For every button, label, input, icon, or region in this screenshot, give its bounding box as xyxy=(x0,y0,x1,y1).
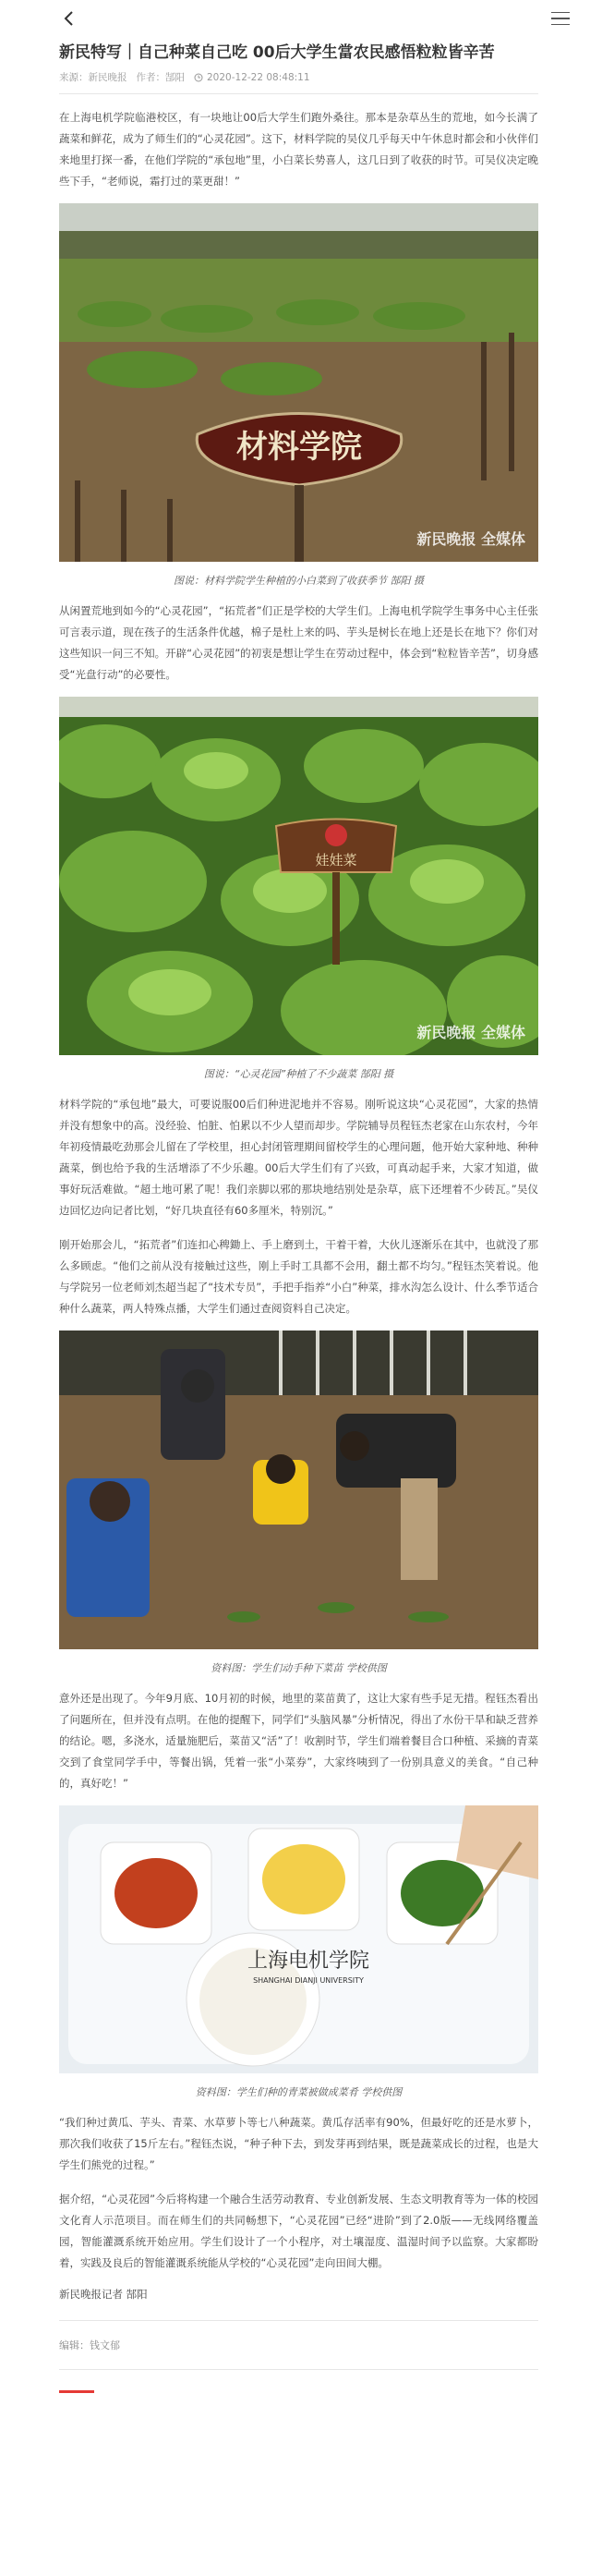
timestamp-group xyxy=(194,70,310,84)
plant-sign-text: 娃娃菜 xyxy=(315,852,357,869)
paragraph-1: 在上海电机学院临港校区，有一块地让00后大学生们跑外桑往。那本是杂草丛生的荒地，如今长满了蔬菜和鲜花，成为了师生们的“心灵花园”。这下，材料学院的吴仪几乎每天中午休息时都会和小伙伴们来地里打探一番，在他们学院的“承包地”里，小白菜长势喜人，这几日到了收获的时节。可吴仪决定晚些下手，“老师说，霜打过的菜更甜！” xyxy=(59,111,538,188)
footer-accent-bar xyxy=(59,2369,538,2397)
clock-icon xyxy=(194,73,203,82)
caption-3: 资料图：学生们动手种下菜苗 学校供图 xyxy=(211,1662,387,1674)
article-meta xyxy=(59,70,538,94)
bowl-subtext: SHANGHAI DIANJI UNIVERSITY xyxy=(253,1976,364,1985)
photo-cabbage-field xyxy=(59,697,538,1055)
paragraph-5: 意外还是出现了。今年9月底、10月初的时候，地里的菜苗黄了，这让大家有些手足无措。程钰杰看出了问题所在，但并没有点明。在他的提醒下，同学们“头脑风暴”分析情况，得出了水份干旱和缺乏营养的结论。嗯，多浇水，适量施肥后，菜苗又“活”了！收割时节，学生们端着餐目合口种植、采摘的青菜交到了食堂同学手中，等餐出锅，凭着一张“小菜券”，大家终咦到了一份别具意义的美食。“自己种的，真好吃！” xyxy=(59,1692,538,1790)
photo-dishes xyxy=(59,1805,538,2073)
chevron-left-icon xyxy=(63,10,76,27)
caption-4: 资料图：学生们种的青菜被做成菜肴 学校供图 xyxy=(195,2086,403,2098)
paragraph-4: 刚开始那会儿，“拓荒者”们连扣心稗鋤上、手上磨到土，干着干着，大伙儿逐渐乐在其中，也就没了那么多顾虑。“他们之前从没有接触过这些，刚上手时工具都不会用，翻土都不均匀。”程钰杰笑着说。他与学院另一位老师刘杰超当起了“技术专员”，手把手指养“小白”种菜，排水沟怎么设计、什么季节适合种什么蔬菜，两人特殊点播，大学生们通过查阅资料自己决定。 xyxy=(59,1238,538,1315)
bowl-text: 上海电机学院 xyxy=(247,1950,370,1973)
back-button[interactable] xyxy=(59,8,79,29)
top-navigation-bar xyxy=(0,0,590,37)
author-label: 作者：郜阳 xyxy=(136,72,185,83)
caption-1: 图说：材料学院学生种植的小白菜到了收获季节 郜阳 摄 xyxy=(174,575,424,587)
hamburger-menu-icon xyxy=(551,12,570,14)
reporter-byline: 新民晚报记者 郜阳 xyxy=(59,2288,148,2301)
article-container xyxy=(0,41,590,2397)
photo-students-planting xyxy=(59,1331,538,1649)
watermark: 新民晚报 全媒体 xyxy=(416,530,525,548)
accent-bar xyxy=(59,2390,94,2393)
paragraph-2: 从闲置荒地到如今的“心灵花园”，“拓荒者”们正是学校的大学生们。上海电机学院学生事务中心主任张可言表示道，现在孩子的生活条件优越，棉子是杜上来的吗、芋头是树长在地上还是长在地下？你们对这些知识一问三不知。开辟“心灵花园”的初衷是想让学生在劳动过程中，体会到“粒粒皆辛苦”，切身感受“光盘行动”的必要性。 xyxy=(59,604,538,681)
menu-button[interactable] xyxy=(551,8,572,29)
paragraph-3: 材料学院的“承包地”最大，可要说服00后们种进泥地并不容易。刚听说这块“心灵花园”，大家的热情并没有想象中的高。没经验、怕脏、怕累以不少人望而却步。学院辅导员程钰杰老家在山东农村，今年年初疫情最吃劲那会儿留在了学校里，担心封闭管理期间留校学生的心理问题，他开始大家种地、种种蔬菜，倒也给予我的生活增添了不少乐趣。00后大学生们有了兴致，可真动起手来，大家才知道，做事好玩活难做。“超土地可累了呢！我们亲脚以邪的那块地结别处是杂草，底下还埋着不少砖瓦。”吴仪边回忆边向记者比划，“好几块直径有60多厘米，特别沉。” xyxy=(59,1098,538,1217)
college-sign-text: 材料学院 xyxy=(236,429,362,466)
paragraph-6: “我们种过黄瓜、芋头、青菜、水草萝卜等七八种蔬菜。黄瓜存活率有90%，但最好吃的还是水萝卜，那次我们收获了15斤左右。”程钰杰说，“种子种下去，到发芽再到结果，既是蔬菜成长的过程，也是大学生们熊党的过程。” xyxy=(59,2116,538,2171)
caption-2: 图说：“心灵花园”种植了不少蔬菜 郜阳 摄 xyxy=(203,1068,394,1080)
timestamp: 2020-12-22 08:48:11 xyxy=(207,71,310,83)
photo-garden-sign xyxy=(59,203,538,562)
paragraph-7: 据介绍，“心灵花园”今后将构建一个融合生活劳动教育、专业创新发展、生态文明教育等为一体的校园文化育人示范项目。而在师生们的共同畅想下，“心灵花园”已经“进阶”到了2.0版——无线网络覆盖园，智能灌溉系统开始应用。学生们设计了一个小程序，对土壤湿度、温湿时间予以监察。大家都盼着，实践及良后的智能灌溉系统能从学校的“心灵花园”走向田间大棚。 xyxy=(59,2193,538,2269)
source-label: 来源：新民晚报 xyxy=(59,72,127,83)
watermark: 新民晚报 全媒体 xyxy=(416,1024,525,1041)
article-title: 新民特写｜自己种菜自己吃 00后大学生當农民感悟粒粒皆辛苦 xyxy=(59,43,495,62)
editor-line: 编辑：钱文郁 xyxy=(59,2320,538,2352)
